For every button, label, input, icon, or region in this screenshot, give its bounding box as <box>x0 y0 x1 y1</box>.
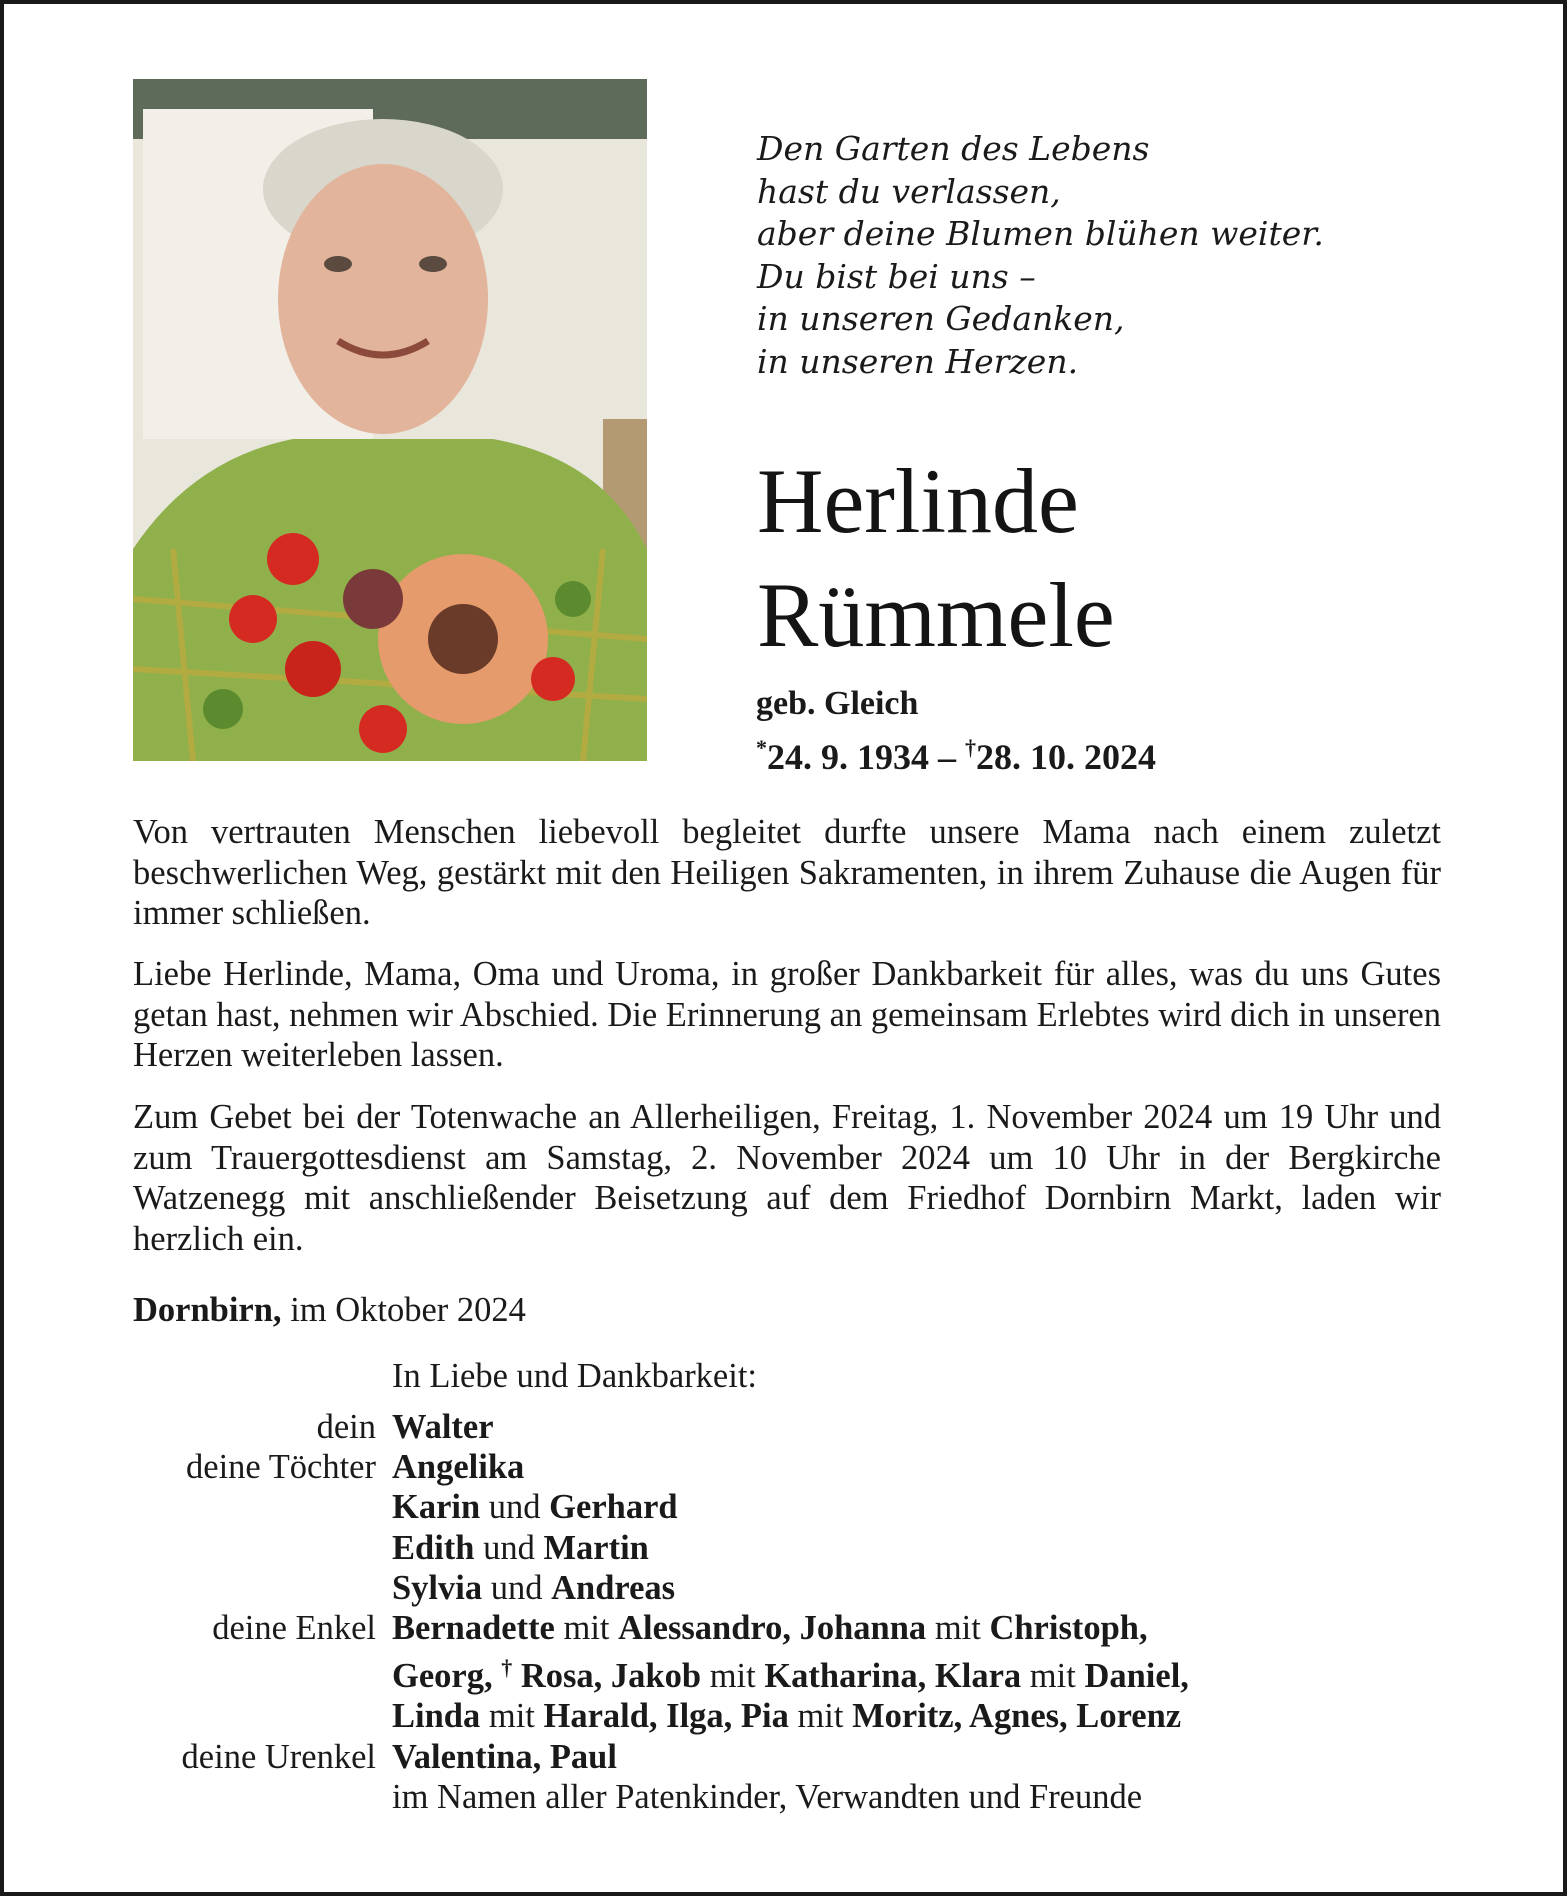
relation-label: deine Enkel <box>212 1609 376 1648</box>
poem-line: in unseren Herzen. <box>757 341 1079 381</box>
relation-label: dein <box>316 1408 376 1446</box>
family-name: Sylvia <box>392 1568 483 1607</box>
deceased-name <box>757 444 1457 672</box>
family-row <box>104 1608 1484 1737</box>
portrait-photo <box>133 79 647 761</box>
family-intro: In Liebe und Dankbarkeit: <box>392 1357 757 1395</box>
family-name: Alessandro, Johanna <box>618 1609 927 1648</box>
relation-label: deine Töchter <box>186 1448 376 1487</box>
birth-name: geb. Gleich <box>756 685 919 722</box>
family-list <box>104 1407 1484 1817</box>
poem <box>757 128 1457 383</box>
place-city: Dornbirn, <box>133 1291 282 1329</box>
connector: mit <box>788 1697 853 1736</box>
connector: mit <box>1021 1657 1085 1696</box>
family-name: Harald, Ilga, Pia <box>543 1697 789 1736</box>
family-row <box>104 1447 1484 1608</box>
family-name: Valentina, Paul <box>392 1737 617 1776</box>
family-name: Georg, <box>392 1657 502 1696</box>
place-month: im Oktober 2024 <box>281 1291 526 1329</box>
connector: mit <box>480 1697 544 1736</box>
connector: und <box>474 1528 544 1567</box>
cross-symbol: † <box>501 1655 513 1681</box>
death-symbol: † <box>965 735 976 760</box>
family-name: Karin <box>392 1488 481 1527</box>
connector: mit <box>926 1609 990 1648</box>
family-name: Andreas <box>551 1568 676 1607</box>
portrait-illustration <box>133 79 647 761</box>
birth-date: 24. 9. 1934 <box>767 737 929 777</box>
family-name: Edith <box>392 1528 475 1567</box>
connector: mit <box>554 1609 619 1648</box>
poem-line: Du bist bei uns – <box>757 256 1036 296</box>
family-row <box>104 1407 1484 1447</box>
paragraph-3: Zum Gebet bei der Totenwache an Allerheiligen, Freitag, 1. November 2024 um 19 Uhr und zum Trauergottesdienst am Samstag, 2. November 2024 um 10 Uhr in der Bergkirche Watzenegg mit anschließender Beisetzung auf dem Friedhof Dornbirn Markt, laden wir herzlich ein. <box>133 1098 1441 1258</box>
family-name: Rosa, Jakob <box>512 1657 702 1696</box>
place-date <box>133 1290 526 1330</box>
connector: mit <box>701 1657 765 1696</box>
family-name: Linda <box>392 1697 481 1736</box>
poem-line: hast du verlassen, <box>757 171 1061 211</box>
last-name: Rümmele <box>757 564 1115 666</box>
poem-line: in unseren Gedanken, <box>757 299 1125 338</box>
family-name: Martin <box>543 1528 649 1567</box>
paragraph-1: Von vertrauten Menschen liebevoll begleitet durfte unsere Mama nach einem zuletzt beschwerlichen Weg, gestärkt mit den Heiligen Sakramenten, in ihrem Zuhause die Augen für immer schließen. <box>133 813 1441 932</box>
family-name: Daniel, <box>1084 1657 1189 1696</box>
family-name: Christoph, <box>989 1609 1148 1648</box>
closing-line: im Namen aller Patenkinder, Verwandten und Freunde <box>392 1777 1143 1816</box>
connector: und <box>482 1568 552 1607</box>
family-name: Gerhard <box>549 1488 678 1527</box>
family-name: Katharina, Klara <box>764 1657 1022 1696</box>
family-row <box>104 1737 1484 1817</box>
birth-symbol: * <box>756 735 767 760</box>
paragraph-2: Liebe Herlinde, Mama, Oma und Uroma, in großer Dankbarkeit für alles, was du uns Gutes getan hast, nehmen wir Abschied. Die Erinnerung an gemeinsam Erlebtes wird dich in unseren Herzen weiterleben lassen. <box>133 955 1441 1074</box>
family-name: Walter <box>392 1408 494 1446</box>
life-dates <box>756 726 1156 779</box>
date-separator: – <box>929 737 965 777</box>
family-name: Moritz, Agnes, Lorenz <box>852 1697 1182 1736</box>
connector: und <box>480 1488 550 1527</box>
first-name: Herlinde <box>757 450 1079 552</box>
family-name: Bernadette <box>392 1609 555 1648</box>
poem-line: aber deine Blumen blühen weiter. <box>757 214 1324 253</box>
relation-label: deine Urenkel <box>181 1737 376 1776</box>
poem-line: Den Garten des Lebens <box>757 129 1150 168</box>
death-date: 28. 10. 2024 <box>976 737 1156 777</box>
family-name: Angelika <box>392 1448 525 1487</box>
